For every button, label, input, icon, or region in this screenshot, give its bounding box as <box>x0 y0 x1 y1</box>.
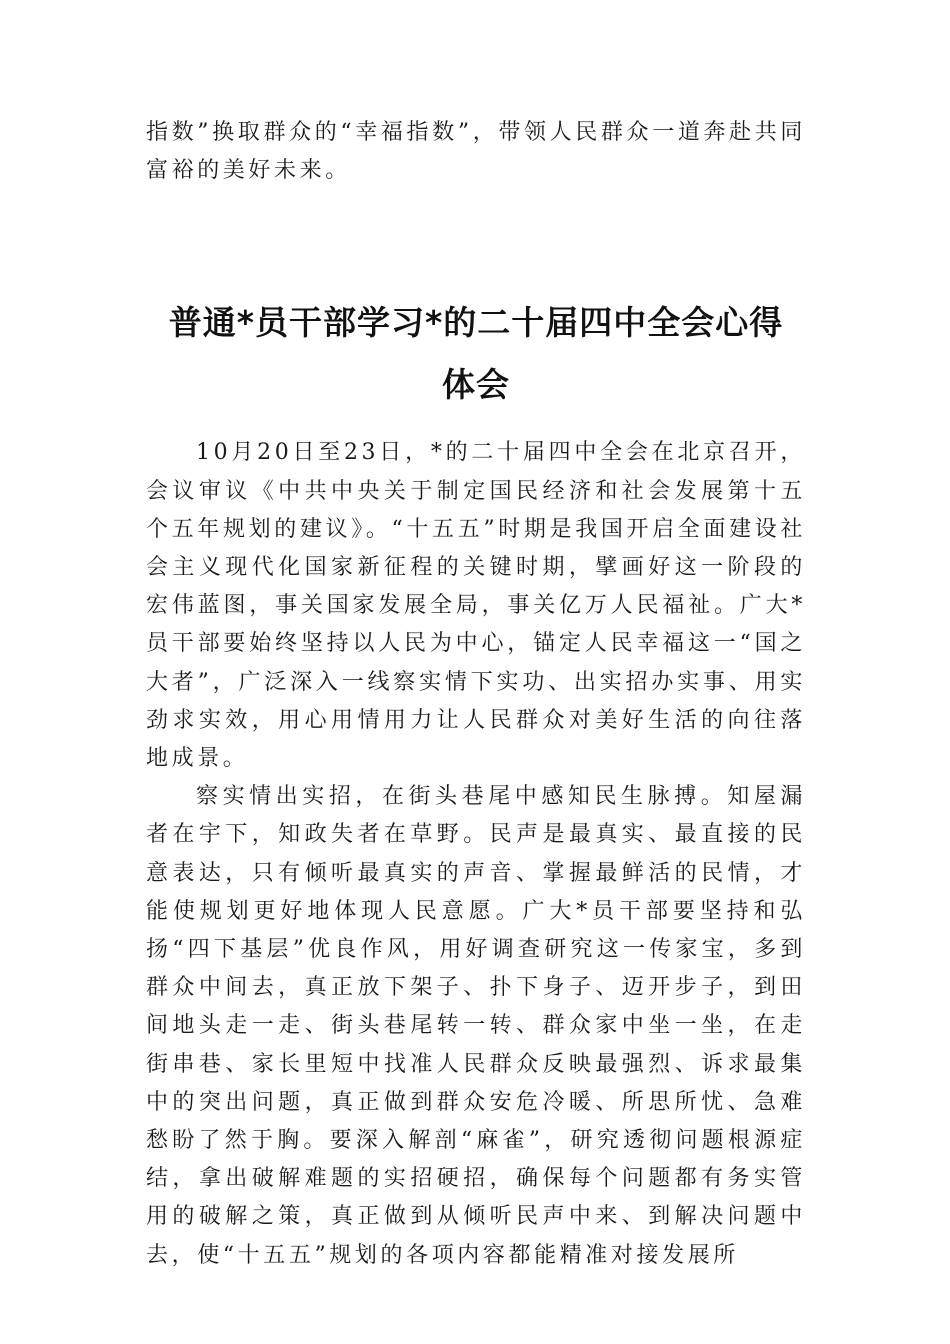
body-paragraph-1: 10月20日至23日，*的二十届四中全会在北京召开，会议审议《中共中央关于制定国民经济和社会发展第十五个五年规划的建议》。“十五五”时期是我国开启全面建设社会主义现代化国家新征程的关键时期，擘画好这一阶段的宏伟蓝图，事关国家发展全局，事关亿万人民福祉。广大*员干部要始终坚持以人民为中心，锚定人民幸福这一“国之大者”，广泛深入一线察实情下实功、出实招办实事、用实劲求实效，用心用情用力让人民群众对美好生活的向往落地成景。 <box>146 440 806 772</box>
article-title <box>146 292 806 416</box>
lead-paragraph: 指数”换取群众的“幸福指数”，带领人民群众一道奔赴共同富裕的美好未来。 <box>146 120 806 184</box>
body-paragraph-2: 察实情出实招，在街头巷尾中感知民生脉搏。知屋漏者在宇下，知政失者在草野。民声是最真实、最直接的民意表达，只有倾听最真实的声音、掌握最鲜活的民情，才能使规划更好地体现人民意愿。广大*员干部要坚持和弘扬“四下基层”优良作风，用好调查研究这一传家宝，多到群众中间去，真正放下架子、扑下身子、迈开步子，到田间地头走一走、街头巷尾转一转、群众家中坐一坐，在走街串巷、家长里短中找准人民群众反映最强烈、诉求最集中的突出问题，真正做到群众安危冷暖、所思所忧、急难愁盼了然于胸。要深入解剖“麻雀”，研究透彻问题根源症结，拿出破解难题的实招硬招，确保每个问题都有务实管用的破解之策，真正做到从倾听民声中来、到解决问题中去，使“十五五”规划的各项内容都能精准对接发展所 <box>146 784 806 1268</box>
article-title-line-2: 体会 <box>442 365 510 405</box>
article-title-line-1: 普通*员干部学习*的二十届四中全会心得 <box>168 303 784 343</box>
document-body <box>146 114 806 1275</box>
